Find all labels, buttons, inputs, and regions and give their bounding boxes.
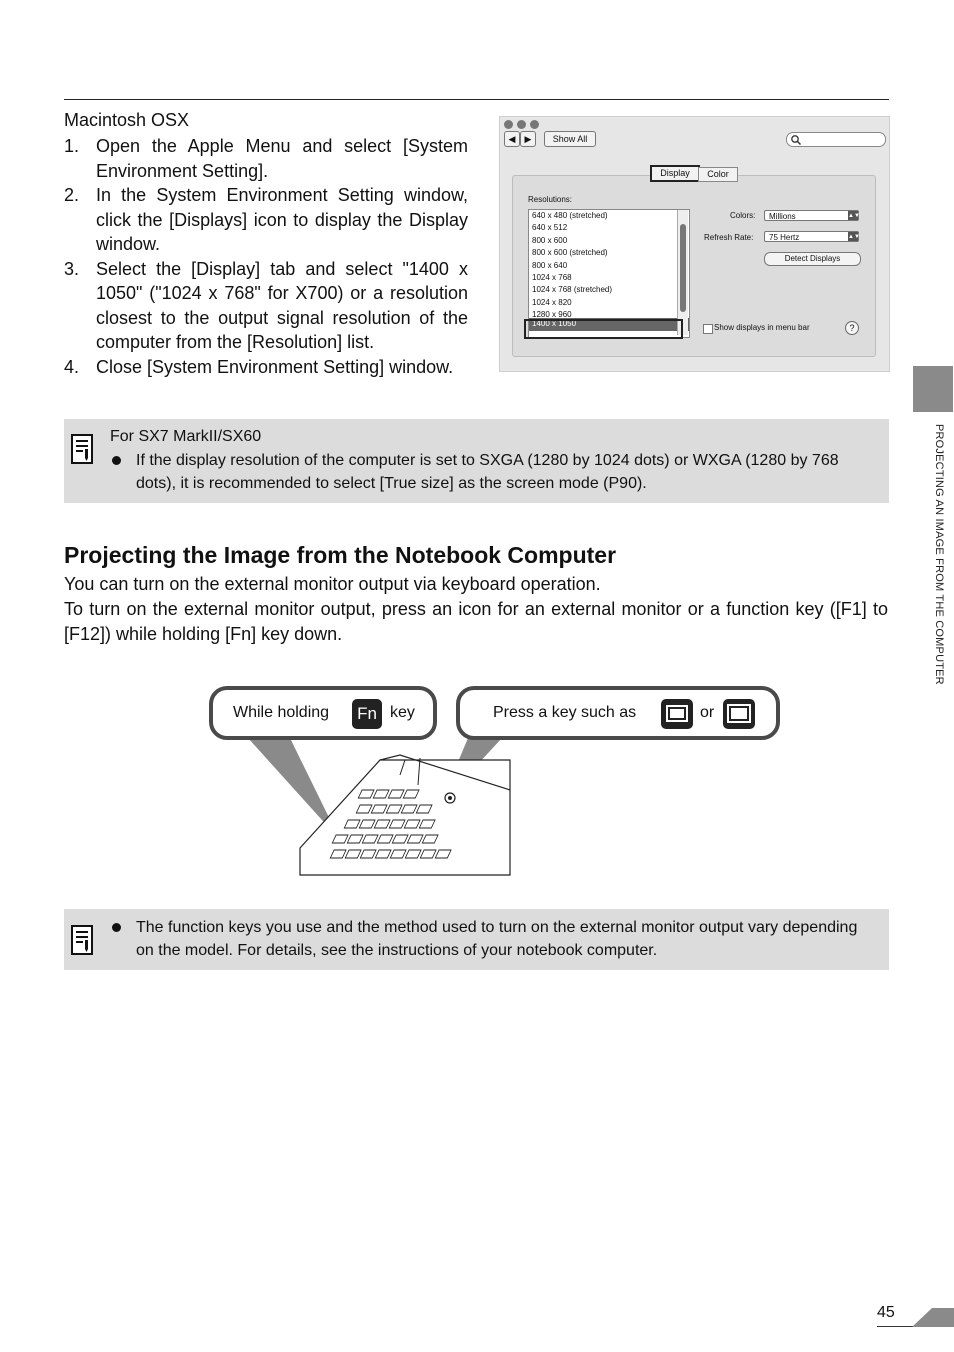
note-text: If the display resolution of the computer is set to SXGA (1280 by 1024 dots) or WXGA (1280 by 768 dots), it is recommended to select [True size] as the screen mode (P90).: [136, 452, 839, 492]
close-icon: [504, 120, 513, 129]
show-displays-label: Show displays in menu bar: [714, 323, 810, 332]
memo-icon: [71, 925, 93, 955]
chevron-down-icon: ▲▼: [848, 213, 860, 219]
refresh-rate-select: 75 Hertz ▲▼: [764, 231, 859, 242]
list-item: 1024 x 820: [532, 297, 572, 307]
search-field: [786, 132, 886, 147]
paragraph: You can turn on the external monitor output via keyboard operation.: [64, 574, 601, 594]
scrollbar-thumb: [680, 224, 686, 312]
top-rule: [64, 99, 889, 100]
page-corner-tab: [912, 1308, 954, 1327]
footer-rule: [877, 1326, 917, 1327]
colors-select: Millions ▲▼: [764, 210, 859, 221]
note-text: The function keys you use and the method used to turn on the external monitor output vary depending on the model. For details, see the instructions of your notebook computer.: [136, 919, 858, 959]
bullet-icon: [112, 456, 121, 465]
fn-key-icon: Fn: [352, 699, 382, 729]
list-item: 1280 x 960: [532, 310, 572, 319]
macintosh-heading: Macintosh OSX: [64, 110, 190, 130]
detect-displays-button: Detect Displays: [764, 252, 861, 266]
note-title: For SX7 MarkII/SX60: [110, 428, 262, 445]
list-item: 3. Select the [Display] tab and select "1400 x 1050" ("1024 x 768" for X700) or a resolution closest to the output signal resolution of the computer from the [Resolution] list.: [64, 258, 468, 352]
tab-color: Color: [698, 167, 738, 182]
callout-fn-key: While holding Fn key: [209, 686, 437, 740]
list-item: 4. Close [System Environment Setting] window.: [64, 356, 454, 377]
list-item: 800 x 600: [532, 235, 568, 245]
callout-monitor-key: Press a key such as or: [456, 686, 780, 740]
memo-icon: [71, 434, 93, 464]
show-all-button: Show All: [544, 131, 596, 147]
list-item: 1024 x 768 (stretched): [532, 285, 613, 295]
tab-display: Display: [650, 165, 700, 182]
list-item: 1. Open the Apple Menu and select [System Environment Setting].: [64, 136, 468, 181]
paragraph: To turn on the external monitor output, press an icon for an external monitor or a function key ([F1] to [F12]) while holding [Fn] key down.: [64, 599, 888, 644]
bullet-icon: [112, 923, 121, 932]
list-item: 640 x 480 (stretched): [532, 211, 608, 220]
steps-list: [64, 134, 468, 379]
zoom-icon: [530, 120, 539, 129]
colors-label: Colors:: [730, 211, 756, 220]
list-item: 2. In the System Environment Setting window, click the [Displays] icon to display the Display window.: [64, 185, 468, 254]
back-button: ◀: [504, 131, 520, 147]
resolutions-label: Resolutions:: [528, 195, 573, 204]
forward-button: ▶: [520, 131, 536, 147]
list-item-selected: 1400 x 1050: [529, 318, 689, 330]
list-item: 640 x 512: [532, 223, 568, 233]
display-settings-screenshot: [499, 116, 890, 372]
monitor-key-icon: [661, 699, 693, 729]
scrollbar: [677, 210, 688, 335]
laptop-keyboard-illustration: [240, 730, 560, 880]
refresh-rate-label: Refresh Rate:: [704, 233, 754, 242]
minimize-icon: [517, 120, 526, 129]
checkbox-icon: [703, 324, 713, 334]
list-item: 800 x 600 (stretched): [532, 248, 608, 258]
list-item: 1024 x 768: [532, 273, 572, 283]
side-section-label: PROJECTING AN IMAGE FROM THE COMPUTER: [933, 424, 945, 685]
search-icon: [790, 134, 802, 146]
page-number: 45: [877, 1304, 895, 1321]
section-title: Projecting the Image from the Notebook Computer: [64, 542, 617, 568]
section-tab-marker: [913, 366, 953, 412]
selection-highlight-box: [524, 319, 683, 339]
help-icon: ?: [845, 321, 859, 335]
chevron-down-icon: ▲▼: [848, 234, 860, 240]
list-item: 800 x 640: [532, 260, 568, 270]
monitor-key-icon: [723, 699, 755, 729]
